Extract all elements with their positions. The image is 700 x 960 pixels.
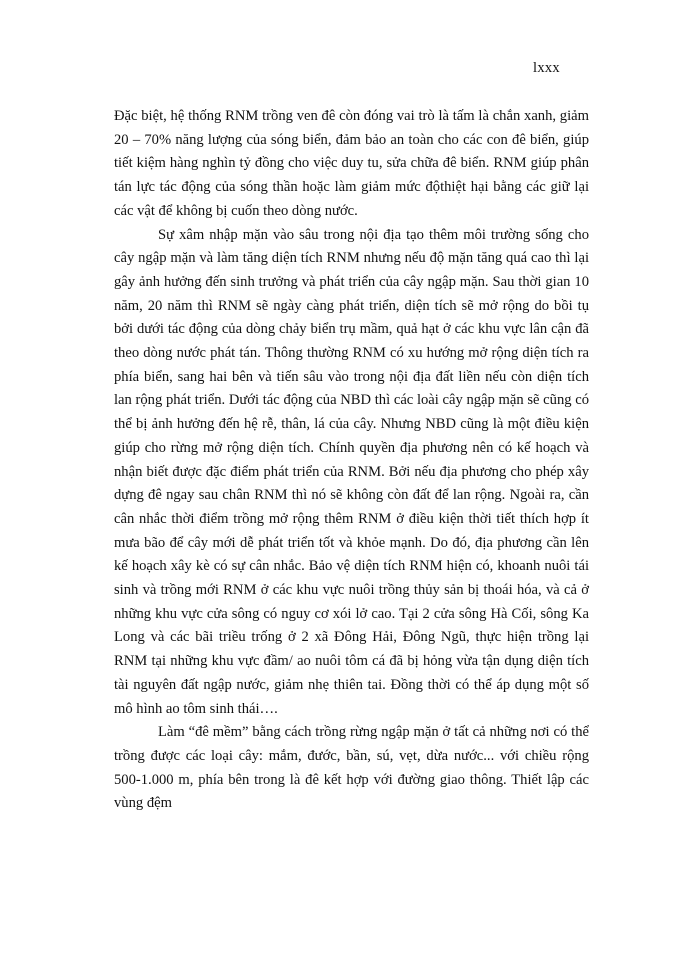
paragraph-2: Sự xâm nhập mặn vào sâu trong nội địa tạo thêm môi trường sống cho cây ngập mặn và làm tăng diện tích RNM nhưng nếu độ mặn tăng quá cao thì lại gây ảnh hưởng đến sinh trưởng và phát triển của cây ngập mặn. Sau thời gian 10 năm, 20 năm thì RNM sẽ ngày càng phát triển, diện tích sẽ mở rộng do bồi tụ bởi dưới tác động của dòng chảy biển trụ mầm, quả hạt ở các khu vực lân cận đã theo dòng nước phát tán. Thông thường RNM có xu hướng mở rộng diện tích ra phía biển, sang hai bên và tiến sâu vào trong nội địa đất liền nếu còn diện tích lan rộng phát triển. Dưới tác động của NBD thì các loài cây ngập mặn sẽ cũng có thể bị ảnh hưởng đến hệ rễ, thân, lá của cây. Nhưng NBD cũng là một điều kiện giúp cho rừng mở rộng diện tích. Chính quyền địa phương nên có kế hoạch và nhận biết được đặc điểm phát triển của RNM. Bởi nếu địa phương cho phép xây dựng đê ngay sau chân RNM thì nó sẽ không còn đất để lan rộng. Ngoài ra, cần cân nhắc thời điểm trồng mở rộng thêm RNM ở điều kiện thời tiết thích hợp ít mưa bão để cây mới dễ phát triển tốt và khỏe mạnh. Do đó, địa phương cần lên kế hoạch xây kè có sự cân nhắc. Bảo vệ diện tích RNM hiện có, khoanh nuôi tái sinh và trồng mới RNM ở các khu vực nuôi trồng thủy sản bị thoái hóa, và cả ở những khu vực cửa sông có nguy cơ xói lở cao. Tại 2 cửa sông Hà Cối, sông Ka Long và các bãi triều trống ở 2 xã Đông Hải, Đông Ngũ, thực hiện trồng lại RNM tại những khu vực đầm/ ao nuôi tôm cá đã bị hỏng vừa tận dụng diện tích tài nguyên đất ngập nước, giảm nhẹ thiên tai. Đồng thời có thể áp dụng một số mô hình ao tôm sinh thái…. [114,226,589,717]
page-number: lxxx [533,60,560,76]
body-text [114,105,589,816]
paragraph-1: Đặc biệt, hệ thống RNM trồng ven đê còn đóng vai trò là tấm là chắn xanh, giảm 20 – 70% năng lượng của sóng biển, đảm bảo an toàn cho các con đê biển, giúp tiết kiệm hàng nghìn tỷ đồng cho việc duy tu, sửa chữa đê biển. RNM giúp phân tán lực tác động của sóng thần hoặc làm giảm mức độthiệt hại bằng các giữ lại các vật để không bị cuốn theo dòng nước. [114,108,589,219]
paragraph-3: Làm “đê mềm” bằng cách trồng rừng ngập mặn ở tất cả những nơi có thể trồng được các loại cây: mắm, đước, bần, sú, vẹt, dừa nước... với chiều rộng 500-1.000 m, phía bên trong là đê kết hợp với đường giao thông. Thiết lập các vùng đệm [114,724,589,812]
